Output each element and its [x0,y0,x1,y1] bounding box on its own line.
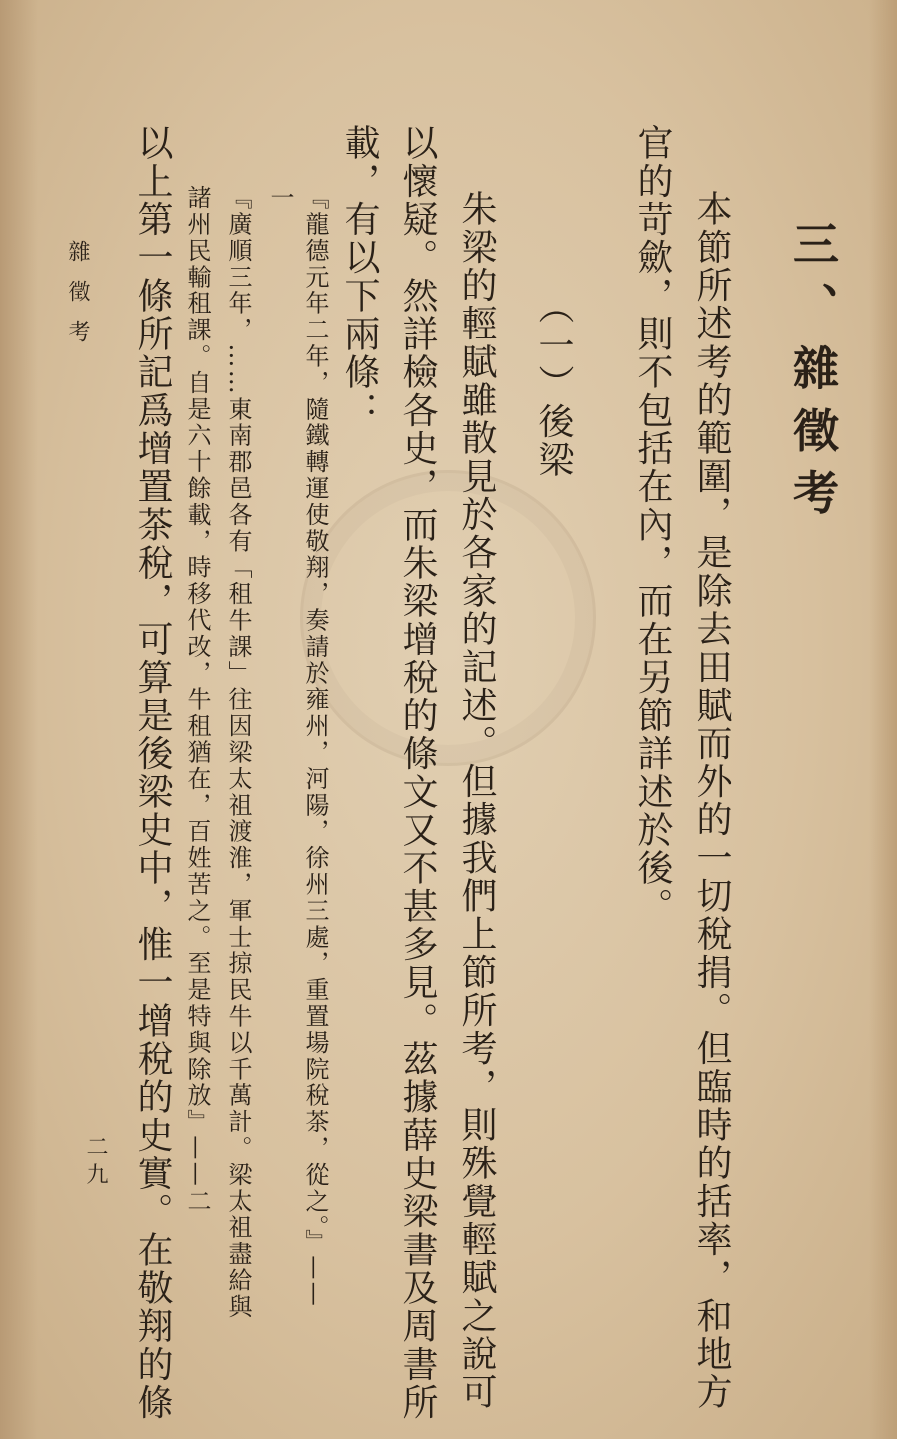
library-stamp [300,470,596,766]
quote-column: 諸州民輸租課。自是六十餘載，時移代改，牛租猶在，百姓苦之。至是特與除放』——二 [183,185,211,1215]
text-column: 以懷疑。然詳檢各史，而朱梁增稅的條文又不甚多見。茲據薛史梁書及周書所 [397,124,438,1422]
text-column: 載，有以下兩條： [339,124,380,430]
text-column: 朱梁的輕賦雖散見於各家的記述。但據我們上節所考，則殊覺輕賦之說可 [456,190,497,1412]
running-title: 雜 徵 考 [65,240,90,348]
text-column: 官的苛歛，則不包括在內，而在另節詳述於後。 [632,124,673,926]
quote-column: 一 [266,185,294,212]
subsection-heading: （一）後梁 [533,288,574,479]
text-column: 以上第一條所記爲增置茶稅，可算是後梁史中，惟一增稅的史實。在敬翔的條 [132,124,173,1422]
page-number: 二九 [83,1135,108,1190]
quote-column: 『廣順三年，……東南郡邑各有「租牛課」往因梁太祖渡淮，軍士掠民牛以千萬計。梁太祖盡給與 [224,185,252,1321]
text-column: 本節所述考的範圍，是除去田賦而外的一切稅捐。但臨時的括率，和地方 [691,190,732,1412]
section-heading: 三、雜徵考 [786,220,840,531]
quote-column: 『龍德元年二年，隨鐵轉運使敬翔，奏請於雍州，河陽，徐州三處，重置場院稅茶，從之。』—— [301,185,329,1309]
